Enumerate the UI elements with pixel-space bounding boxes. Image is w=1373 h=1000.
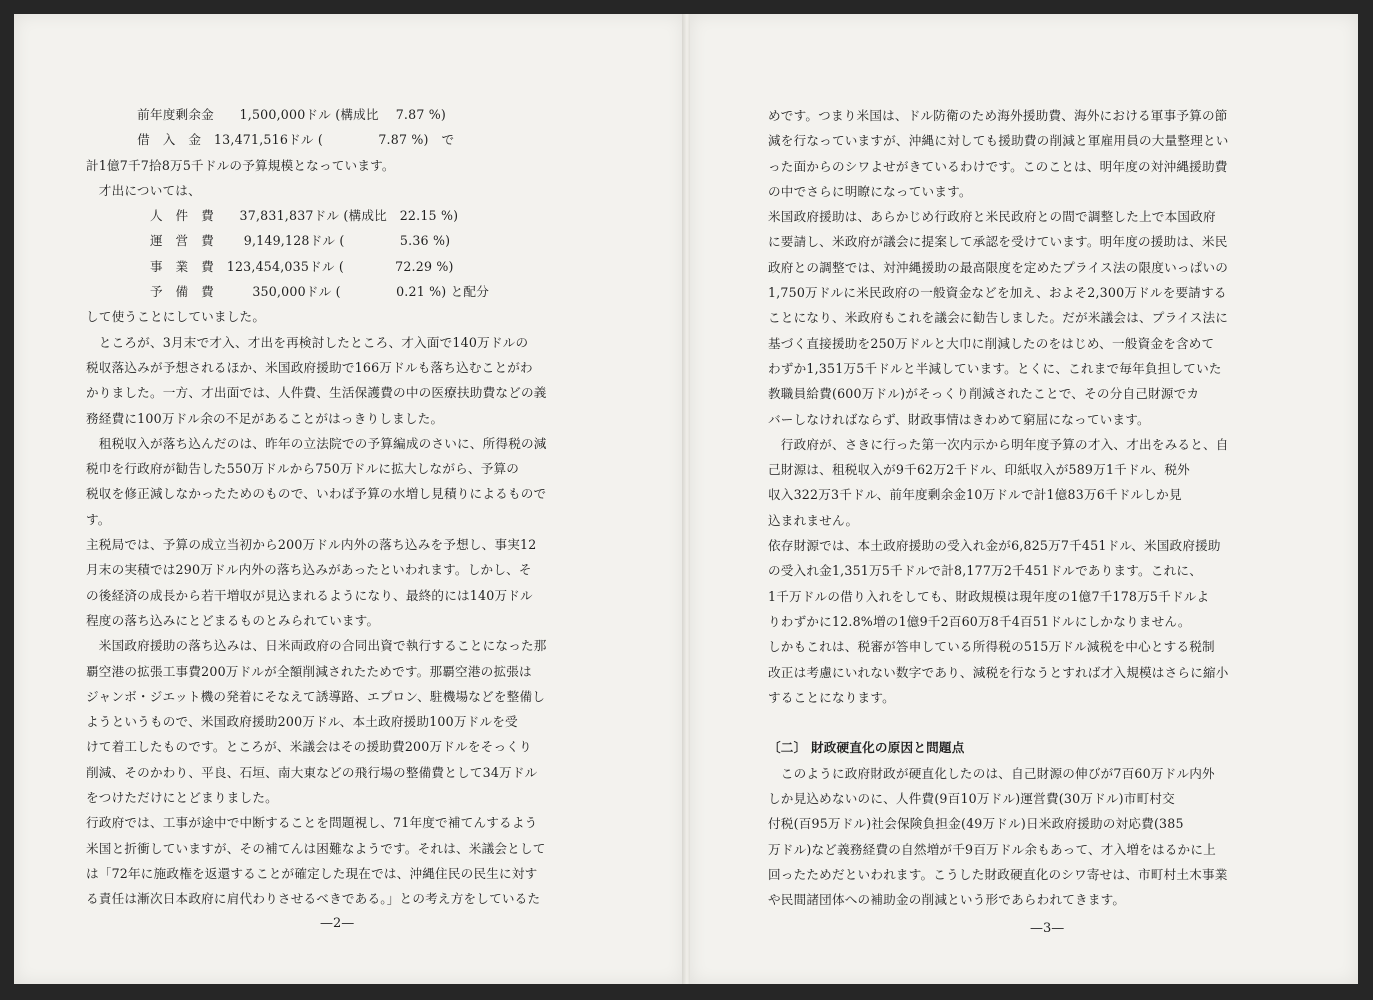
text-line: 政府との調整では、対沖縄援助の最高限度を定めたプライス法の限度いっぱいの [768,259,1229,275]
text-line: の後経済の成長から若干増収が見込まれるようになり、最終的には140万ドル [86,587,533,603]
text-line [768,710,1316,735]
text-line: る責任は漸次日本政府に肩代わりさせるべきである。」との考え方をしているた [86,891,541,907]
text-line: して使うことにしていました。 [86,309,266,325]
text-line: 覇空港の拡張工事費200万ドルが全額削減されたためです。那覇空港の拡張は [86,663,532,679]
text-line: このように政府財政が硬直化したのは、自己財源の伸びが7百60万ドル内外 [768,765,1215,781]
text-line: 事 業 費 123,454,035ドル ( 72.29 %) [86,258,454,274]
text-line: 程度の落ち込みにとどまるものとみられています。 [86,612,380,628]
text-line: 行政府では、工事が途中で中断することを問題視し、71年度で補てんするよう [86,815,538,831]
text-line: に要請し、米政府が議会に提案して承認を受けています。明年度の援助は、米民 [768,234,1228,250]
text-line: 税巾を行政府が勧告した550万ドルから750万ドルに拡大しながら、予算の [86,461,520,477]
section-heading: 〔二〕 財政硬直化の原因と問題点 [768,740,965,756]
text-line: 米国政府援助は、あらかじめ行政府と米民政府との間で調整した上で本国政府 [768,209,1216,225]
text-line: 租税収入が落ち込んだのは、昨年の立法院での予算編成のさいに、所得税の減 [86,435,547,451]
left-page [14,14,684,984]
text-line: 1千万ドルの借り入れをしても、財政規模は現年度の1億7千178万5千ドルよ [768,588,1210,604]
text-line: ことになり、米政府もこれを議会に勧告しました。だが米議会は、プライス法に [768,310,1229,326]
text-line: 万ドル)など義務経費の自然増が千9百万ドル余もあって、才入増をはるかに上 [768,841,1216,857]
text-line: バーしなければならず、財政事情はきわめて窮屈になっています。 [768,411,1150,427]
text-line: 減を行なっていますが、沖縄に対しても援助費の削減と軍雇用員の大量整理とい [768,133,1229,149]
text-line: 米国政府援助の落ち込みは、日米両政府の合同出資で執行することになった那 [86,638,547,654]
text-line: 収入322万3千ドル、前年度剰余金10万ドルで計1億83万6千ドルしか見 [768,487,1182,503]
page-number-left: —2— [320,916,355,931]
text-line: 行政府が、さきに行った第一次内示から明年度予算の才入、才出をみると、自 [768,436,1229,452]
left-page-body [86,102,626,912]
text-line: 削減、そのかわり、平良、石垣、南大東などの飛行場の整備費として34万ドル [86,764,538,780]
text-line: かりました。一方、才出面では、人件費、生活保護費の中の医療扶助費などの義 [86,385,547,401]
text-line: 予 備 費 350,000ドル ( 0.21 %) と配分 [86,284,489,300]
right-page-body [768,103,1316,913]
text-line: 1,750万ドルに米民政府の一般資金などを加え、およそ2,300万ドルを要請する [768,285,1227,301]
text-line: 月末の実積では290万ドル内外の落ち込みがあったといわれます。しかし、そ [86,562,532,578]
text-line: 米国と折衝していますが、その補てんは困難なようです。それは、米議会として [86,840,546,856]
text-line: けて着工したものです。ところが、米議会はその援助費200万ドルをそっくり [86,739,532,755]
text-line: 改正は考慮にいれない数字であり、減税を行なうとすれば才入規模はさらに縮小 [768,664,1229,680]
text-line: 借 入 金 13,471,516ドル ( 7.87 %) で [86,132,455,148]
text-line: った面からのシワよせがきているわけです。このことは、明年度の対沖縄援助費 [768,158,1228,174]
text-line: することになります。 [768,689,895,705]
text-line: 基づく直接援助を250万ドルと大巾に削減したのをはじめ、一般資金を含めて [768,335,1215,351]
text-line: す。 [86,511,111,527]
text-line: 付税(百95万ドル)社会保険負担金(49万ドル)日米政府援助の対応費(385 [768,816,1184,832]
text-line: をつけただけにとどまりました。 [86,790,278,806]
text-line: しか見込めないのに、人件費(9百10万ドル)運営費(30万ドル)市町村交 [768,791,1175,807]
text-line: わずか1,351万5千ドルと半減しています。とくに、これまで毎年負担していた [768,360,1222,376]
text-line: 税収を修正減しなかったためのもので、いわば予算の水増し見積りによるもので [86,486,547,502]
text-line: 前年度剰余金 1,500,000ドル (構成比 7.87 %) [86,107,447,122]
text-line: めです。つまり米国は、ドル防衛のため海外援助費、海外における軍事予算の節 [768,108,1228,123]
text-line: 計1億7千7拾8万5千ドルの予算規模となっています。 [86,157,395,173]
text-line: 依存財源では、本土政府援助の受入れ金が6,825万7千451ドル、米国政府援助 [768,538,1221,554]
text-line: 込まれません。 [768,512,859,528]
text-line: 税収落込みが予想されるほか、米国政府援助で166万ドルも落ち込むことがわ [86,359,533,375]
right-page [690,14,1358,984]
text-line: 才出については、 [86,182,201,198]
text-line: は「72年に施政権を返還することが確定した現在では、沖縄住民の民生に対す [86,865,538,881]
page-number-right: —3— [1030,921,1065,936]
text-line: しかもこれは、税審が答申している所得税の515万ドル減税を中心とする税制 [768,639,1215,655]
text-line: の受入れ金1,351万5千ドルで計8,177万2千451ドルであります。これに、 [768,563,1203,579]
text-line: 務経費に100万ドル余の不足があることがはっきりしました。 [86,410,444,426]
text-line: 人 件 費 37,831,837ドル (構成比 22.15 %) [86,208,459,224]
text-line: 運 営 費 9,149,128ドル ( 5.36 %) [86,233,451,249]
text-line: 己財源は、租税収入が9千62万2千ドル、印紙収入が589万1千ドル、税外 [768,462,1190,478]
text-line: 回ったためだといわれます。こうした財政硬直化のシワ寄せは、市町村土木事業 [768,866,1228,882]
text-line: の中でさらに明瞭になっています。 [768,183,972,199]
text-line: りわずかに12.8%増の1億9千2百60万8千4百51ドルにしかなりません。 [768,613,1191,629]
text-line: や民間諸団体への補助金の削減という形であらわれてきます。 [768,892,1126,908]
text-line: ようというもので、米国政府援助200万ドル、本土政府援助100万ドルを受 [86,714,518,730]
text-line: 教職員給費(600万ドル)がそっくり削減されたことで、その分自己財源でカ [768,386,1200,402]
text-line: ジャンボ・ジエット機の発着にそなえて誘導路、エプロン、駐機場などを整備し [86,688,546,704]
text-line: ところが、3月末で才入、才出を再検討したところ、才入面で140万ドルの [86,334,529,350]
text-line: 主税局では、予算の成立当初から200万ドル内外の落ち込みを予想し、事実12 [86,537,537,553]
